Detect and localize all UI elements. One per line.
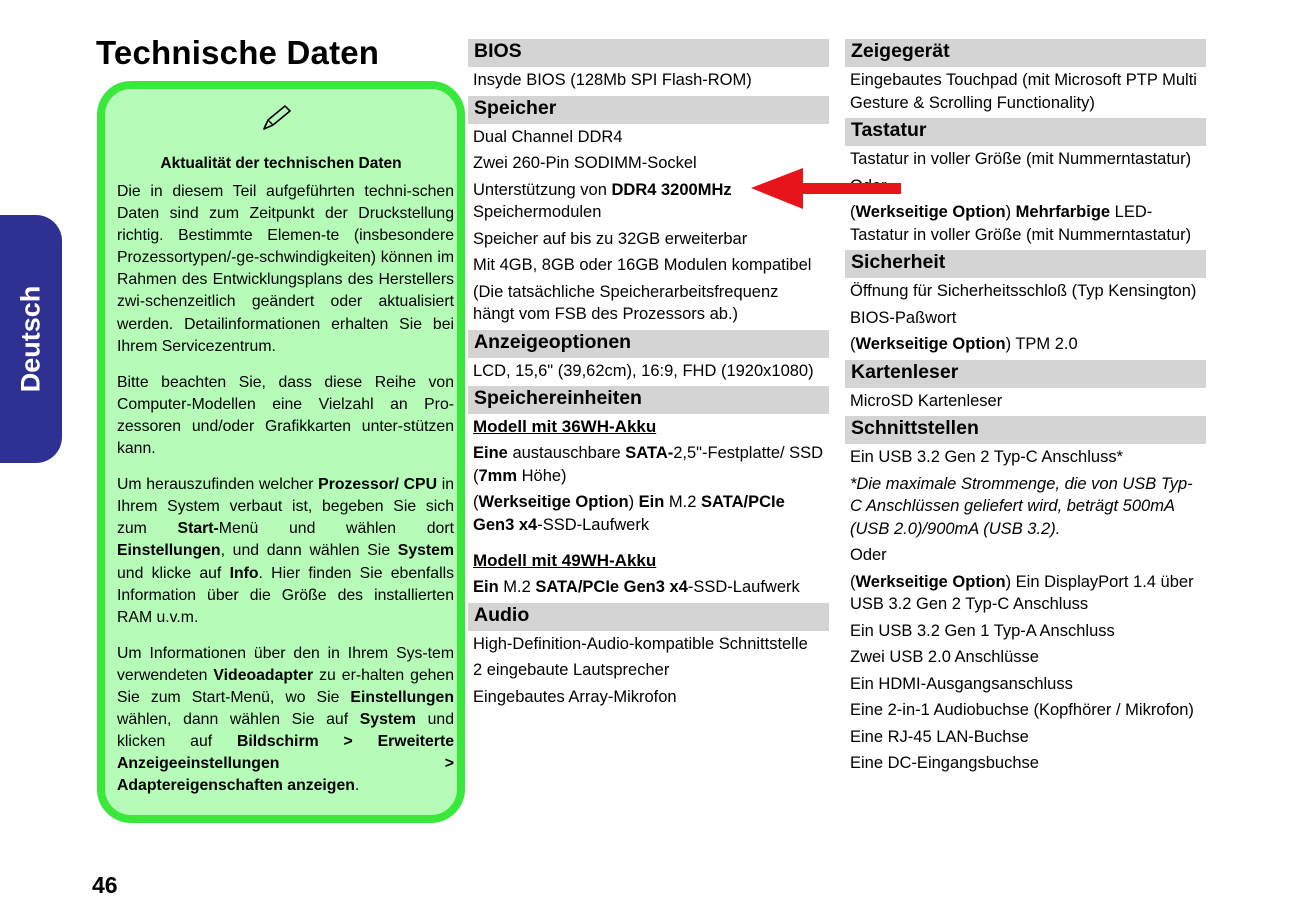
spec-item: 2 eingebaute Lautsprecher [473,661,670,679]
spec-item: Eingebautes Touchpad (mit Microsoft PTP Multi Gesture & Scrolling Functionality) [850,71,1197,112]
page-title: Technische Daten [96,34,380,71]
spec-item: Dual Channel DDR4 [473,127,623,146]
page-number: 46 [92,872,118,898]
spec-item: Unterstützung von DDR4 3200MHz Speichermodulen [473,180,732,221]
spec-item: (Werkseitige Option) Ein DisplayPort 1.4 über USB 3.2 Gen 2 Typ-C Anschluss [850,572,1194,613]
section-header-pointing: Zeigegerät [845,39,1206,67]
subsection-heading: Modell mit 49WH-Akku [473,551,657,570]
spec-item: Speicher auf bis zu 32GB erweiterbar [473,229,748,248]
subsection-heading: Modell mit 36WH-Akku [473,417,657,436]
note-paragraph: Die in diesem Teil aufgeführten techni-schen Daten sind zum Zeitpunkt der Druckstellung richtig. Bestimmte Elemen-te (insbesondere Prozessortypen/-ge-schwindigkeiten) können im Rahmen des Entwicklungsplans des Herstellers zwi-schenzeitlich geändert oder aktualisiert werden. Detailinformationen erhalten Sie bei Ihrem Servicezentrum. [117,183,454,355]
spec-item: (Die tatsächliche Speicherarbeitsfrequenz hängt vom FSB des Prozessors ab.) [473,282,779,323]
spec-item: Eine austauschbare SATA-2,5"-Festplatte/ SSD (7mm Höhe) [473,444,824,485]
spec-item: LCD, 15,6" (39,62cm), 16:9, FHD (1920x1080) [473,361,814,380]
spec-item: Ein HDMI-Ausgangsanschluss [850,674,1073,693]
section-header-display: Anzeigeoptionen [468,330,829,358]
red-arrow-icon [749,166,904,212]
spec-item: Eine DC-Eingangsbuchse [850,754,1039,772]
spec-footnote: *Die maximale Strommenge, die von USB Typ-C Anschlüssen geliefert wird, beträgt 500mA (USB 2.0)/900mA (USB 3.2). [850,474,1193,538]
spec-item: Insyde BIOS (128Mb SPI Flash-ROM) [473,71,752,89]
section-header-memory: Speicher [468,96,829,124]
info-note-box [97,81,465,823]
note-heading: Aktualität der technischen Daten [160,155,402,172]
spec-item: Oder [850,546,887,564]
spec-item: (Werkseitige Option) Ein M.2 SATA/PCIe Gen3 x4-SSD-Laufwerk [473,493,785,534]
section-header-audio: Audio [468,603,829,631]
spec-item: Ein M.2 SATA/PCIe Gen3 x4-SSD-Laufwerk [473,578,800,596]
section-header-bios: BIOS [468,39,829,67]
pencil-icon [260,103,294,133]
note-paragraph: Um herauszufinden welcher Prozessor/ CPU in Ihrem System verbaut ist, begeben Sie sich zum Start-Menü und wählen dort Einstellungen, und dann wählen Sie System und klicke auf Info. Hier finden Sie ebenfalls Information über die Größe des installierten RAM u.v.m. [117,476,455,626]
spec-item: Eingebautes Array-Mikrofon [473,687,677,706]
spec-column-right [845,39,1206,779]
spec-item: High-Definition-Audio-kompatible Schnittstelle [473,634,808,653]
section-header-security: Sicherheit [845,250,1206,278]
section-header-storage: Speichereinheiten [468,386,829,414]
language-tab-label: Deutsch [15,285,46,393]
spec-item: (Werkseitige Option) Mehrfarbige LED-Tastatur in voller Größe (mit Nummerntastatur) [850,203,1192,244]
spec-column-left [468,39,829,712]
spec-item: Zwei 260-Pin SODIMM-Sockel [473,154,697,172]
spec-item: Mit 4GB, 8GB oder 16GB Modulen kompatibel [473,256,812,274]
section-header-keyboard: Tastatur [845,118,1206,146]
spec-item: (Werkseitige Option) TPM 2.0 [850,335,1078,353]
spec-item: Tastatur in voller Größe (mit Nummerntastatur) [850,150,1192,168]
language-tab [0,215,62,463]
spec-item: Ein USB 3.2 Gen 1 Typ-A Anschluss [850,621,1115,640]
section-header-ports: Schnittstellen [845,416,1206,444]
spec-item: Zwei USB 2.0 Anschlüsse [850,648,1039,666]
spec-item: Eine 2-in-1 Audiobuchse (Kopfhörer / Mikrofon) [850,701,1194,719]
spec-item: BIOS-Paßwort [850,308,957,327]
note-paragraph: Um Informationen über den in Ihrem Sys-tem verwendeten Videoadapter zu er-halten gehen Sie zum Start-Menü, wo Sie Einstellungen wählen, dann wählen Sie auf System und klicken auf Bildschirm > Erweiterte Anzeigeeinstellungen > Adaptereigenschaften anzeigen. [117,644,455,795]
spec-item: Öffnung für Sicherheitsschloß (Typ Kensington) [850,282,1197,300]
spec-item: Eine RJ-45 LAN-Buchse [850,727,1029,746]
section-header-cardreader: Kartenleser [845,360,1206,388]
note-paragraph: Bitte beachten Sie, dass diese Reihe von Computer-Modellen eine Vielzahl an Pro-zessoren und/oder Grafikkarten unter-stützen kann. [117,373,454,458]
spec-item: MicroSD Kartenleser [850,391,1003,410]
spec-item: Ein USB 3.2 Gen 2 Typ-C Anschluss* [850,448,1123,466]
note-body [117,181,454,811]
